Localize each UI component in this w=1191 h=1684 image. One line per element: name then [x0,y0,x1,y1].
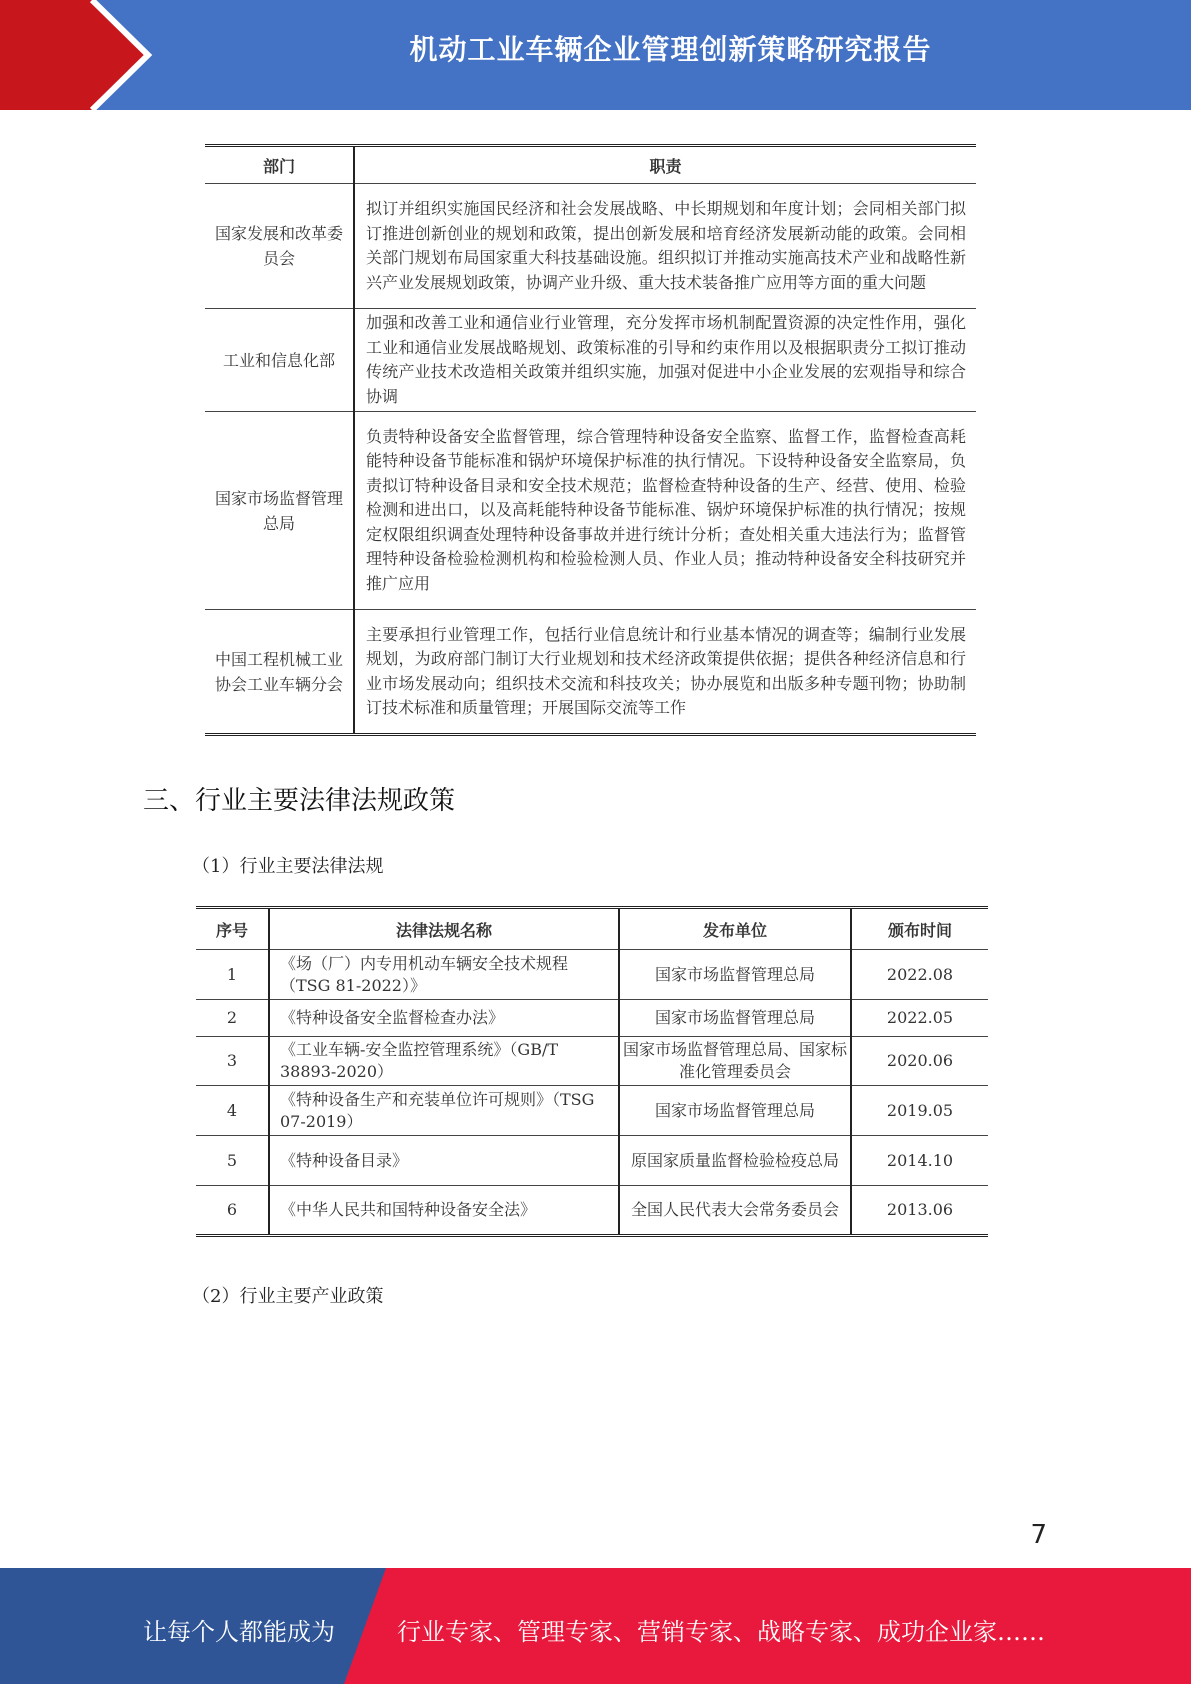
law-name: 《中华人民共和国特种设备安全法》 [269,1186,619,1236]
row-number: 3 [196,1037,269,1086]
law-name: 《场（厂）内专用机动车辆安全技术规程（TSG 81-2022）》 [269,950,619,1000]
table-row [196,950,988,1000]
table-row [196,1136,988,1186]
law-name: 《工业车辆-安全监控管理系统》（GB/T 38893-2020） [269,1037,619,1086]
law-name: 《特种设备安全监督检查办法》 [269,1000,619,1037]
issue-date: 2020.06 [851,1037,988,1086]
dept-cell: 国家市场监督管理总局 [205,412,354,610]
duty-cell: 拟订并组织实施国民经济和社会发展战略、中长期规划和年度计划；会同相关部门拟订推进创新创业的规划和政策，提出创新发展和培育经济发展新动能的政策。会同相关部门规划布局国家重大科技基础设施。组织拟订并推动实施高技术产业和战略性新兴产业发展规划政策，协调产业升级、重大技术装备推广应用等方面的重大问题 [354,184,976,309]
column-header-duty: 职责 [354,146,976,184]
row-number: 1 [196,950,269,1000]
duty-cell: 加强和改善工业和通信业行业管理，充分发挥市场机制配置资源的决定性作用，强化工业和通信业发展战略规划、政策标准的引导和约束作用以及根据职责分工拟订推动传统产业技术改造相关政策并组织实施，加强对促进中小企业发展的宏观指导和综合协调 [354,309,976,412]
law-name: 《特种设备目录》 [269,1136,619,1186]
row-number: 2 [196,1000,269,1037]
table-row [205,412,976,610]
duty-cell: 负责特种设备安全监督管理，综合管理特种设备安全监察、监督工作，监督检查高耗能特种设备节能标准和锅炉环境保护标准的执行情况。下设特种设备安全监察局，负责拟订特种设备目录和安全技术规范；监督检查特种设备的生产、经营、使用、检验检测和进出口，以及高耗能特种设备节能标准、锅炉环境保护标准的执行情况；按规定权限组织调查处理特种设备事故并进行统计分析；查处相关重大违法行为；监督管理特种设备检验检测机构和检验检测人员、作业人员；推动特种设备安全科技研究并推广应用 [354,412,976,610]
sub-heading-policies: （2）行业主要产业政策 [192,1286,384,1307]
column-header-name: 法律法规名称 [269,908,619,950]
issuer: 全国人民代表大会常务委员会 [619,1186,851,1236]
issuer: 国家市场监督管理总局 [619,1000,851,1037]
table-row [205,610,976,735]
table-row [196,1037,988,1086]
issue-date: 2019.05 [851,1086,988,1136]
table-row [196,1186,988,1236]
report-title: 机动工业车辆企业管理创新策略研究报告 [409,33,932,66]
issuer: 国家市场监督管理总局 [619,950,851,1000]
footer-slogan-left: 让每个人都能成为 [143,1618,335,1646]
table-row [196,1000,988,1037]
page-header [0,0,1191,110]
row-number: 5 [196,1136,269,1186]
dept-cell: 工业和信息化部 [205,309,354,412]
issuer: 国家市场监督管理总局 [619,1086,851,1136]
table-row [205,309,976,412]
footer-slogan-right: 行业专家、管理专家、营销专家、战略专家、成功企业家…… [397,1618,1045,1646]
issuer: 原国家质量监督检验检疫总局 [619,1136,851,1186]
issue-date: 2013.06 [851,1186,988,1236]
header-chevron-decoration [0,0,160,110]
sub-heading-laws: （1）行业主要法律法规 [192,856,384,877]
issue-date: 2014.10 [851,1136,988,1186]
duty-cell: 主要承担行业管理工作，包括行业信息统计和行业基本情况的调查等；编制行业发展规划，为政府部门制订大行业规划和技术经济政策提供依据；提供各种经济信息和行业市场发展动向；组织技术交流和科技攻关；协办展览和出版多种专题刊物；协助制订技术标准和质量管理；开展国际交流等工作 [354,610,976,735]
column-header-dept: 部门 [205,146,354,184]
issue-date: 2022.05 [851,1000,988,1037]
dept-cell: 国家发展和改革委员会 [205,184,354,309]
row-number: 6 [196,1186,269,1236]
dept-cell: 中国工程机械工业协会工业车辆分会 [205,610,354,735]
department-duty-table [205,144,976,736]
table-header-row [205,146,976,184]
row-number: 4 [196,1086,269,1136]
page-number: 7 [1030,1520,1047,1550]
laws-table [196,906,988,1237]
page-footer [0,1568,1191,1684]
column-header-no: 序号 [196,908,269,950]
table-row [196,1086,988,1136]
section-heading: 三、行业主要法律法规政策 [143,786,456,816]
table-header-row [196,908,988,950]
issue-date: 2022.08 [851,950,988,1000]
issuer: 国家市场监督管理总局、国家标准化管理委员会 [619,1037,851,1086]
table-row [205,184,976,309]
law-name: 《特种设备生产和充装单位许可规则》（TSG 07-2019） [269,1086,619,1136]
column-header-issuer: 发布单位 [619,908,851,950]
column-header-date: 颁布时间 [851,908,988,950]
